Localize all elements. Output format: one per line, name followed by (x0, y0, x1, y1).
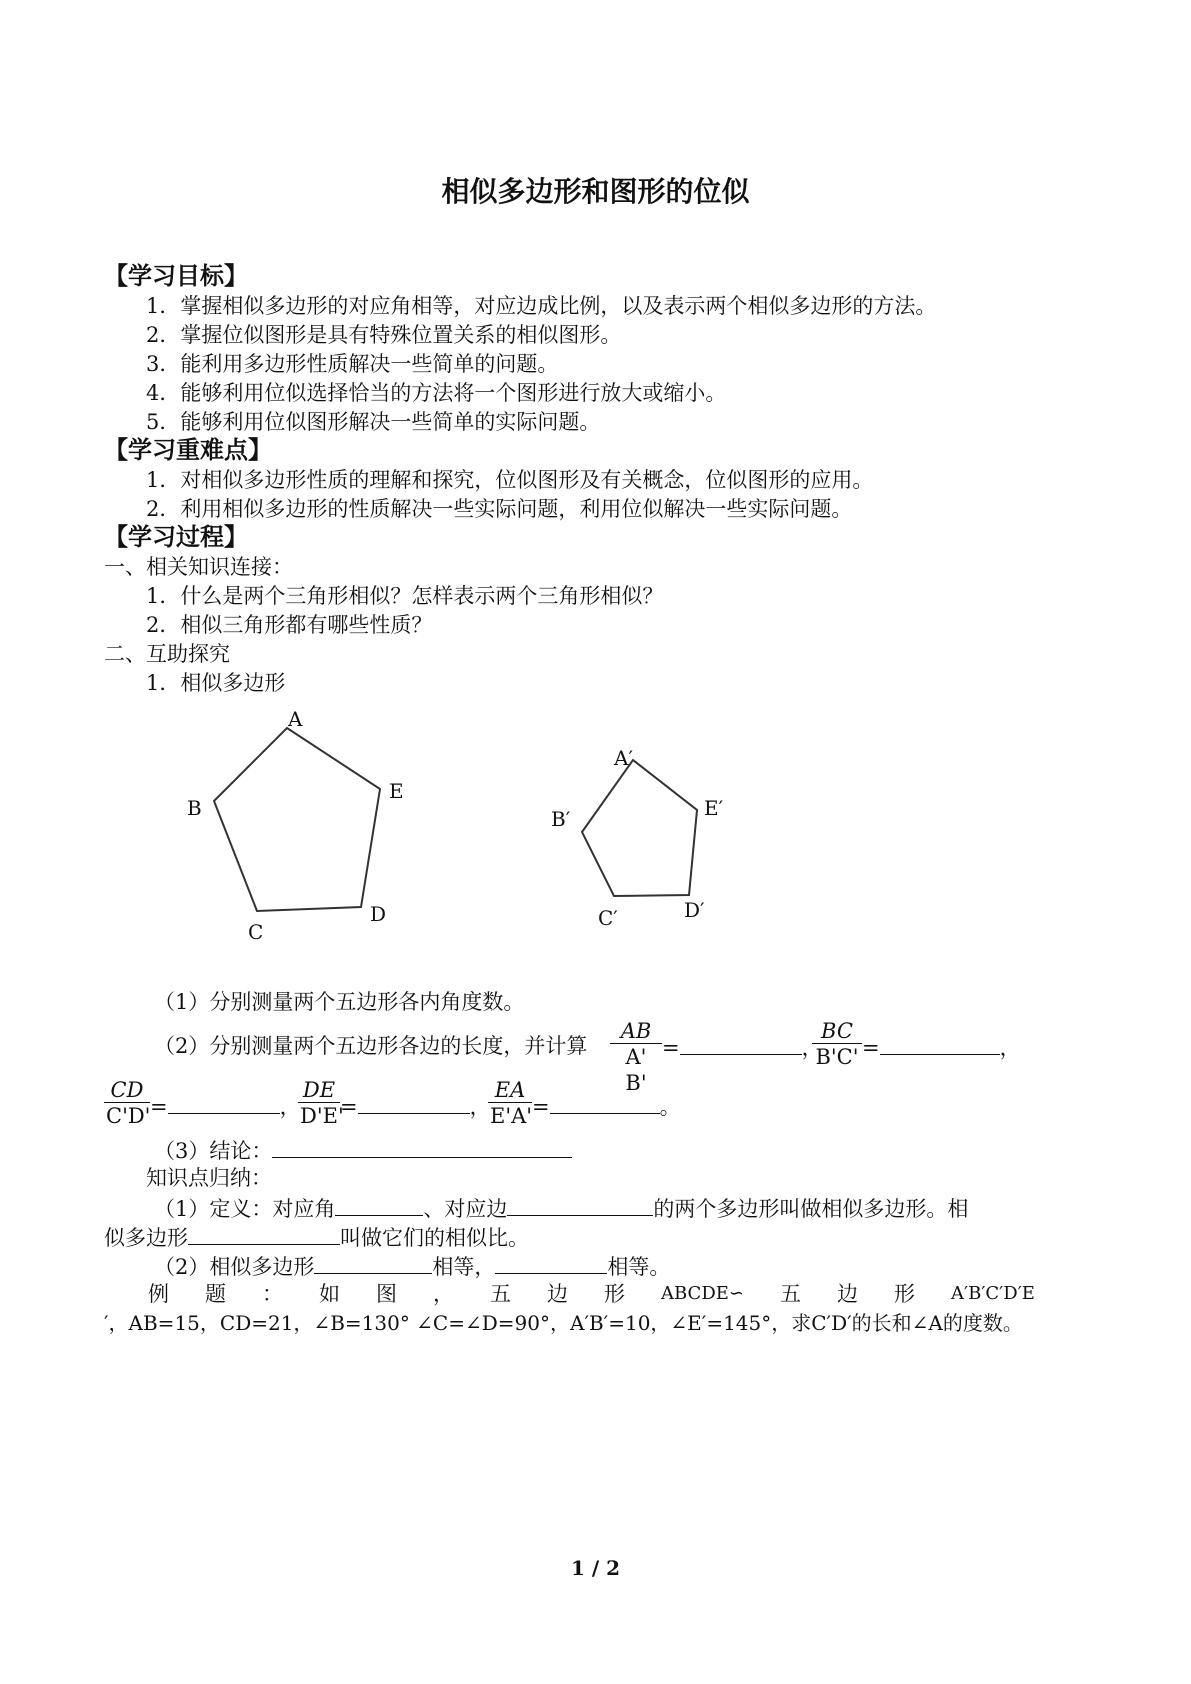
fraction-cd: $\frac{CD}{C'D'}$ (106, 1078, 151, 1128)
definition-blank[interactable] (335, 1195, 423, 1216)
keys-heading: 【学习重难点】 (104, 436, 272, 464)
answer-blank-ab[interactable]: = ， (662, 1036, 823, 1060)
page-title: 相似多边形和图形的位似 (441, 175, 750, 208)
goal-item: 5．能够利用位似图形解决一些简单的实际问题。 (146, 410, 601, 434)
definition-blank[interactable] (507, 1195, 653, 1216)
goal-item: 4．能够利用位似选择恰当的方法将一个图形进行放大或缩小。 (146, 381, 727, 405)
key-item: 1．对相似多边形性质的理解和探究，位似图形及有关概念，位似图形的应用。 (146, 468, 874, 492)
pentagon-abcde (214, 728, 380, 911)
goal-item: 1．掌握相似多边形的对应角相等，对应边成比例，以及表示两个相似多边形的方法。 (146, 294, 937, 318)
vertex-label: E (389, 779, 404, 803)
answer-blank-ea[interactable]: = 。 (532, 1095, 681, 1119)
part1-item: 1．什么是两个三角形相似？怎样表示两个三角形相似？ (146, 584, 664, 608)
fraction-bc: $\frac{BC}{B'C'}$ (812, 1019, 862, 1070)
vertex-label: D′ (684, 898, 705, 922)
example-line-2: ′，AB=15，CD=21，∠B=130° ∠C=∠D=90°，A′B′=10，∠E′=145°，求C′D′的长和∠A的度数。 (104, 1311, 1023, 1335)
pentagon-abcde-prime (582, 760, 697, 896)
fraction-ab: $\frac{AB}{A' B'}$ (610, 1019, 662, 1096)
fraction-de: $\frac{DE}{D'E'}$ (300, 1078, 344, 1128)
goal-item: 3．能利用多边形性质解决一些简单的问题。 (146, 352, 559, 376)
vertex-label: C′ (598, 906, 618, 930)
vertex-label: E′ (704, 796, 724, 820)
part1-heading: 一、相关知识连接： (104, 555, 293, 579)
property-blank[interactable] (314, 1253, 432, 1274)
part2-heading: 二、互助探究 (104, 642, 230, 666)
key-item: 2．利用相似多边形的性质解决一些实际问题，利用位似解决一些实际问题。 (146, 497, 853, 521)
definition-line: （1）定义：对应角 、对应边 的两个多边形叫做相似多边形。相 (154, 1197, 969, 1221)
vertex-label: A (288, 707, 303, 731)
question-3: （3）结论： (154, 1137, 572, 1163)
answer-blank-cd[interactable]: = ， (150, 1095, 301, 1119)
definition-line-2: 似多边形 叫做它们的相似比。 (104, 1226, 529, 1250)
page-number: 1 / 2 (570, 1556, 621, 1580)
property-blank[interactable] (495, 1253, 607, 1274)
answer-blank-de[interactable]: = ， (340, 1095, 491, 1119)
question-1: （1）分别测量两个五边形各内角度数。 (154, 990, 525, 1014)
vertex-label: A′ (614, 746, 633, 770)
vertex-label: C (248, 920, 264, 944)
summary-heading: 知识点归纳： (146, 1166, 272, 1190)
vertex-label: D (370, 902, 387, 926)
goal-item: 2．掌握位似图形是具有特殊位置关系的相似图形。 (146, 323, 622, 347)
vertex-label: B (187, 796, 202, 820)
property-line: （2）相似多边形 相等， 相等。 (154, 1255, 671, 1279)
conclusion-blank[interactable] (272, 1137, 572, 1158)
fraction-ea: $\frac{EA}{E'A'}$ (490, 1078, 533, 1128)
definition-blank[interactable] (188, 1224, 340, 1245)
process-heading: 【学习过程】 (104, 523, 248, 551)
part1-item: 2．相似三角形都有哪些性质？ (146, 613, 433, 637)
goals-heading: 【学习目标】 (104, 262, 248, 290)
part2-item: 1．相似多边形 (146, 671, 286, 695)
example-line-1: 例 题 ： 如 图 ， 五 边 形 ABCDE∽ 五 边 形 A′B′C′D′E (148, 1282, 1035, 1306)
answer-blank-bc[interactable]: = ， (862, 1036, 1021, 1060)
question-2: （2）分别测量两个五边形各边的长度，并计算 (154, 1034, 588, 1058)
vertex-label: B′ (551, 807, 571, 831)
